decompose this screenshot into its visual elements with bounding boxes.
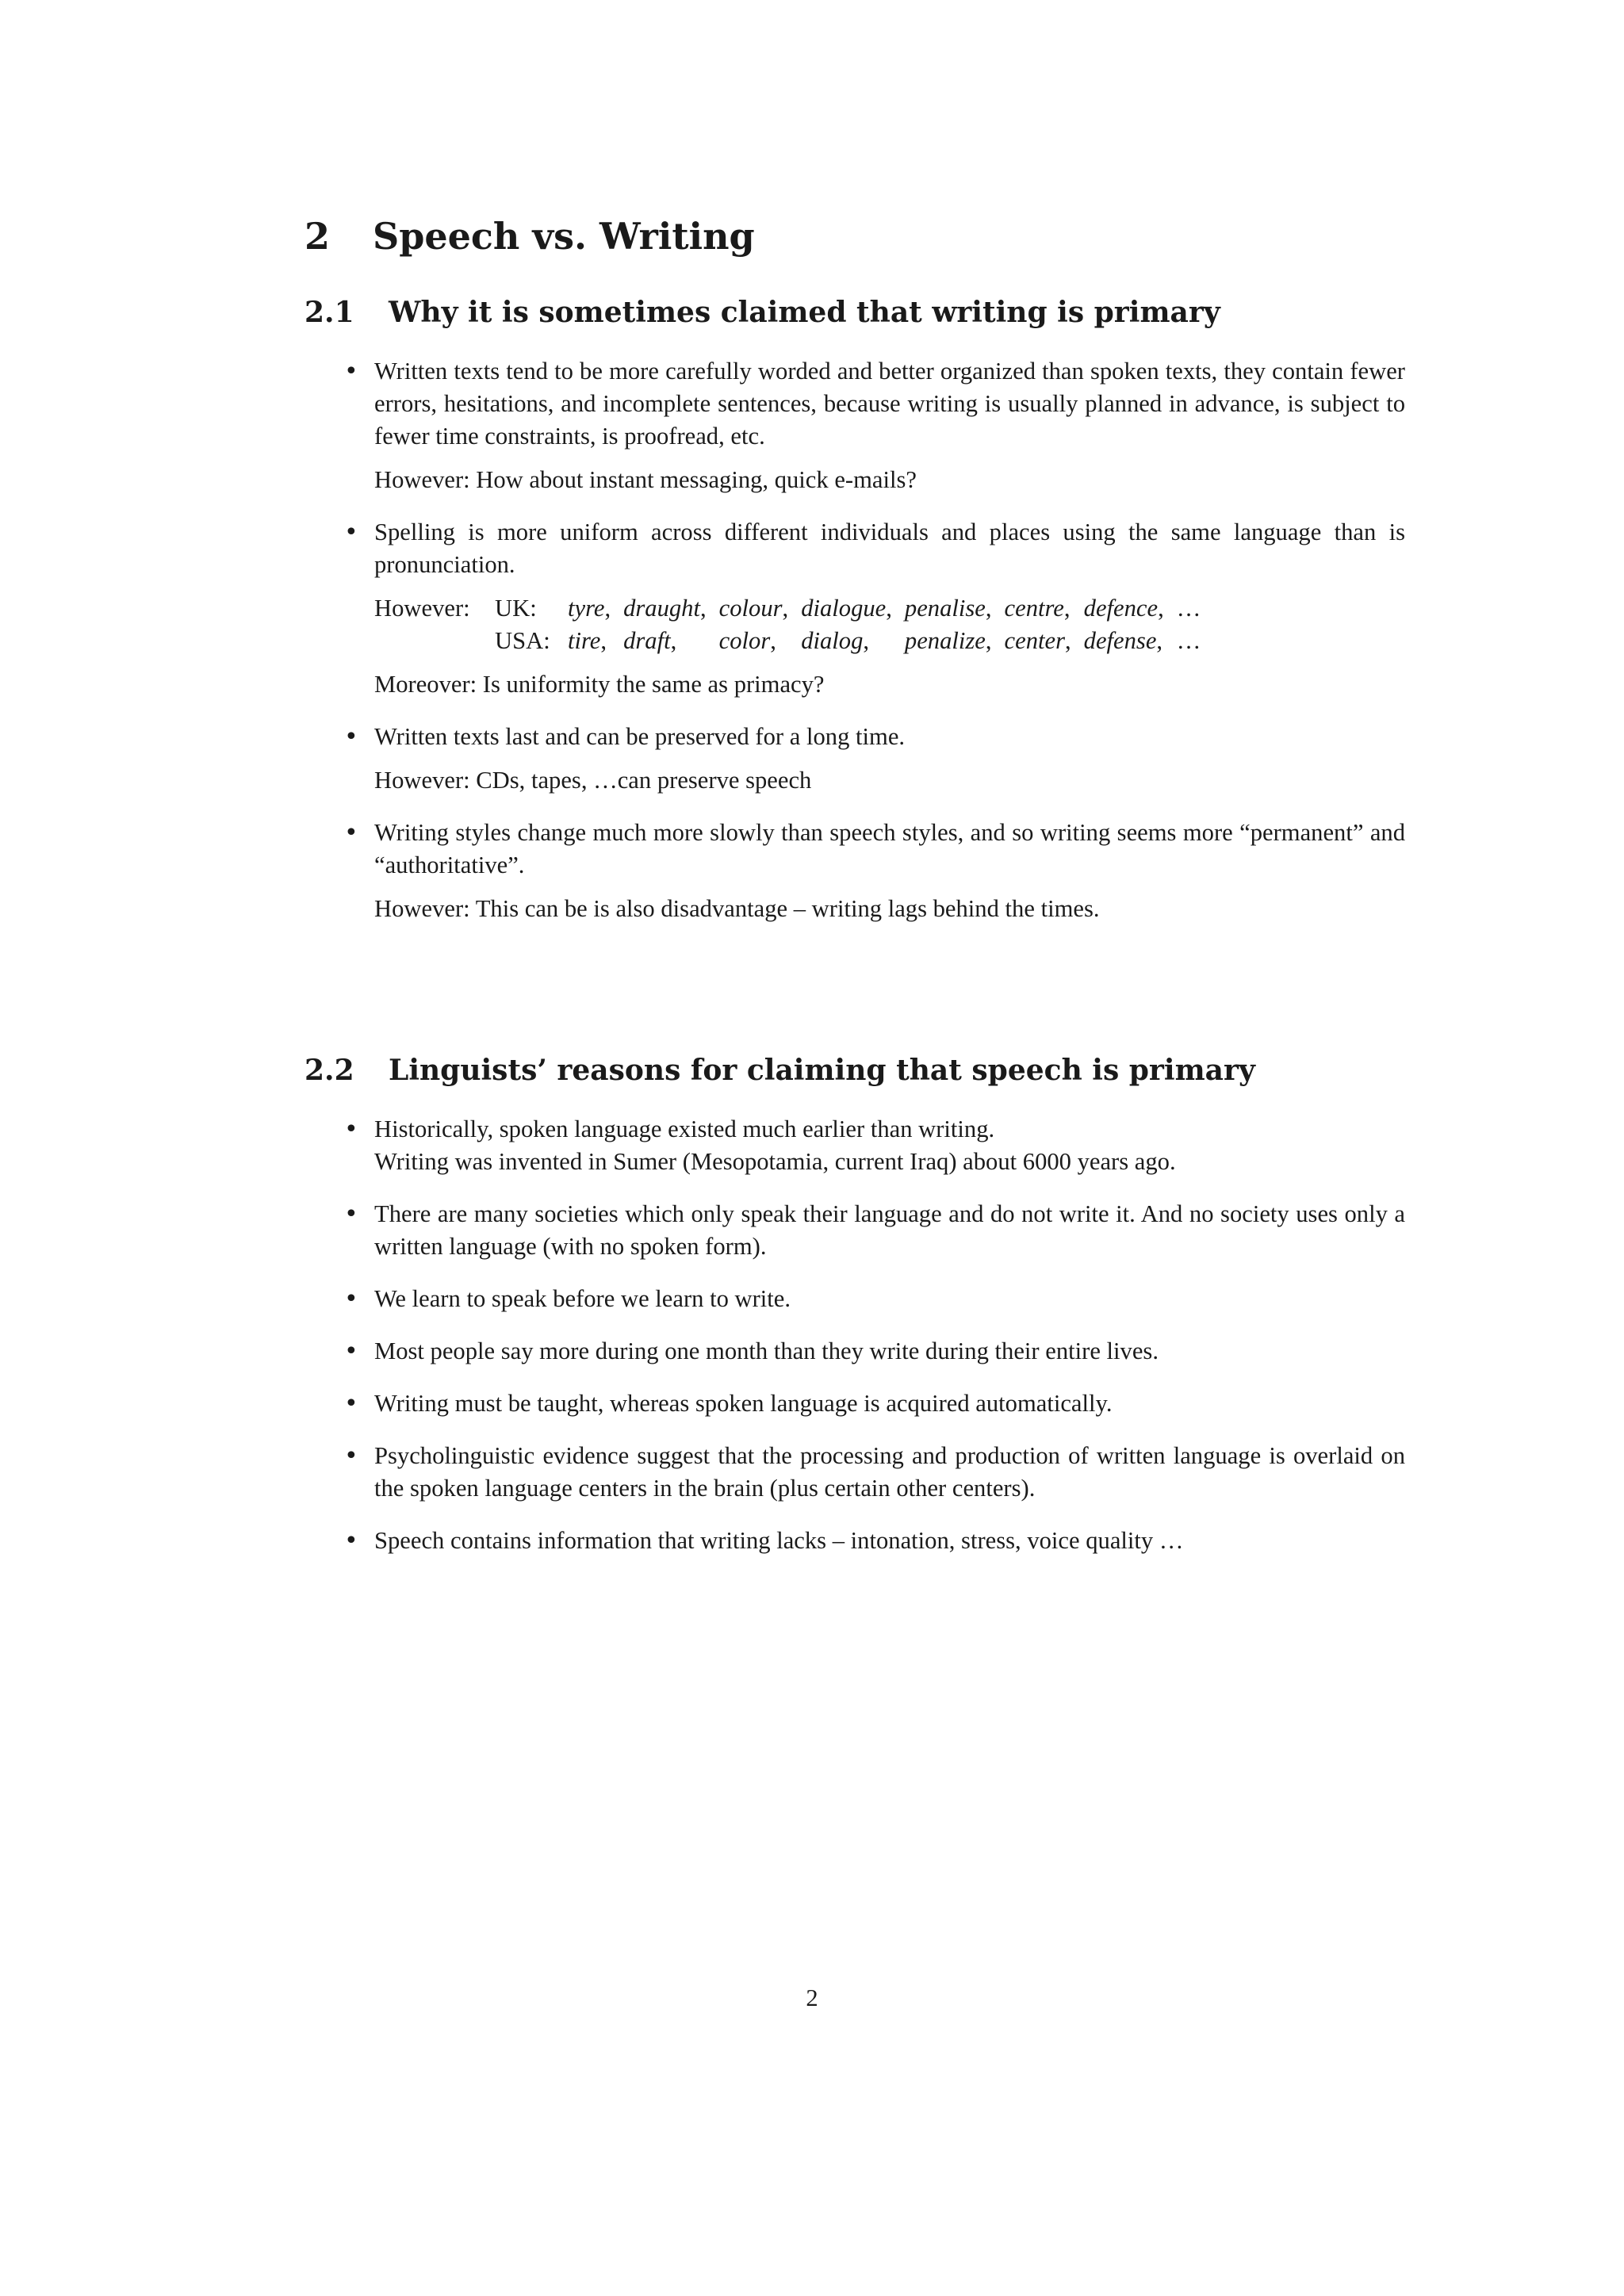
list-item bbox=[344, 1198, 1405, 1263]
bullet-icon: • bbox=[344, 723, 358, 751]
item-text: Written texts tend to be more carefully worded and better organized than spoken texts, they contain fewer errors, hesitations, and incomplete sentences, because writing is usually planned in advance, is subject to fewer time constraints, is proofread, etc. bbox=[374, 358, 1405, 450]
table-row bbox=[374, 625, 1213, 657]
word-cell: … bbox=[1176, 627, 1201, 654]
section-title: Speech vs. Writing bbox=[373, 215, 755, 258]
bullet-icon: • bbox=[344, 1337, 358, 1365]
table-row bbox=[374, 592, 1213, 625]
bullet-icon: • bbox=[344, 519, 358, 546]
item-text: Psycholinguistic evidence suggest that the processing and production of written language is overlaid on the spoken language centers in the brain (plus certain other centers). bbox=[374, 1442, 1405, 1502]
word-cell: defence, bbox=[1083, 595, 1164, 622]
item-text: Spelling is more uniform across different individuals and places using the same language than is pronunciation. bbox=[374, 519, 1405, 578]
subsection-number: 2.1 bbox=[304, 296, 354, 329]
word-cell: draught, bbox=[623, 595, 707, 622]
section-number: 2 bbox=[304, 215, 331, 258]
subsection-title: Why it is sometimes claimed that writing is primary bbox=[389, 296, 1220, 329]
word-cell: … bbox=[1176, 595, 1201, 622]
word-cell: colour, bbox=[718, 595, 789, 622]
list-item bbox=[344, 1525, 1405, 1557]
item-note: However: How about instant messaging, quick e-mails? bbox=[374, 466, 917, 493]
spelling-comparison-table bbox=[374, 592, 1213, 657]
list-item bbox=[344, 1283, 1405, 1315]
item-text: Writing was invented in Sumer (Mesopotamia, current Iraq) about 6000 years ago. bbox=[374, 1148, 1176, 1175]
bullet-icon: • bbox=[344, 358, 358, 385]
list-item bbox=[344, 355, 1405, 496]
bullet-icon: • bbox=[344, 819, 358, 847]
word-cell: center, bbox=[1004, 627, 1071, 654]
item-note: Moreover: Is uniformity the same as primacy? bbox=[374, 671, 825, 698]
list-item bbox=[344, 817, 1405, 925]
word-cell: dialog, bbox=[801, 627, 870, 654]
word-cell: penalize, bbox=[904, 627, 992, 654]
country-label: UK: bbox=[495, 595, 537, 622]
item-text: Writing styles change much more slowly than speech styles, and so writing seems more “permanent” and “authoritative”. bbox=[374, 819, 1405, 878]
subsection-heading-2-2 bbox=[304, 1051, 1255, 1089]
country-label: USA: bbox=[495, 627, 550, 654]
list-2-2 bbox=[344, 1113, 1405, 1577]
bullet-icon: • bbox=[344, 1285, 358, 1313]
bullet-icon: • bbox=[344, 1200, 358, 1228]
bullet-icon: • bbox=[344, 1527, 358, 1555]
subsection-title: Linguists’ reasons for claiming that speech is primary bbox=[389, 1054, 1255, 1087]
item-text: Historically, spoken language existed much earlier than writing. bbox=[374, 1115, 995, 1142]
item-note: However: CDs, tapes, …can preserve speech bbox=[374, 767, 812, 794]
word-cell: penalise, bbox=[904, 595, 992, 622]
bullet-icon: • bbox=[344, 1442, 358, 1470]
list-item bbox=[344, 1440, 1405, 1505]
word-cell: draft, bbox=[623, 627, 677, 654]
item-text: Written texts last and can be preserved for a long time. bbox=[374, 723, 906, 750]
word-cell: tire, bbox=[568, 627, 607, 654]
list-2-1 bbox=[344, 355, 1405, 945]
word-cell: dialogue, bbox=[801, 595, 892, 622]
spelling-lead: However: bbox=[374, 595, 470, 622]
list-item bbox=[344, 721, 1405, 797]
bullet-icon: • bbox=[344, 1390, 358, 1418]
list-item bbox=[344, 1387, 1405, 1420]
item-text: There are many societies which only speak their language and do not write it. And no society uses only a written language (with no spoken form). bbox=[374, 1200, 1405, 1260]
list-item bbox=[344, 516, 1405, 701]
subsection-number: 2.2 bbox=[304, 1054, 354, 1087]
word-cell: defense, bbox=[1083, 627, 1163, 654]
item-note: However: This can be is also disadvantage – writing lags behind the times. bbox=[374, 895, 1100, 922]
bullet-icon: • bbox=[344, 1115, 358, 1143]
list-item bbox=[344, 1335, 1405, 1368]
item-text: We learn to speak before we learn to write. bbox=[374, 1285, 791, 1312]
word-cell: tyre, bbox=[568, 595, 611, 622]
item-text: Speech contains information that writing lacks – intonation, stress, voice quality … bbox=[374, 1527, 1184, 1554]
subsection-heading-2-1 bbox=[304, 293, 1220, 331]
section-heading bbox=[304, 212, 755, 260]
list-item bbox=[344, 1113, 1405, 1178]
page-number: 2 bbox=[806, 1984, 818, 2011]
item-text: Most people say more during one month than they write during their entire lives. bbox=[374, 1337, 1159, 1364]
word-cell: centre, bbox=[1004, 595, 1071, 622]
word-cell: color, bbox=[718, 627, 776, 654]
item-text: Writing must be taught, whereas spoken language is acquired automatically. bbox=[374, 1390, 1113, 1417]
